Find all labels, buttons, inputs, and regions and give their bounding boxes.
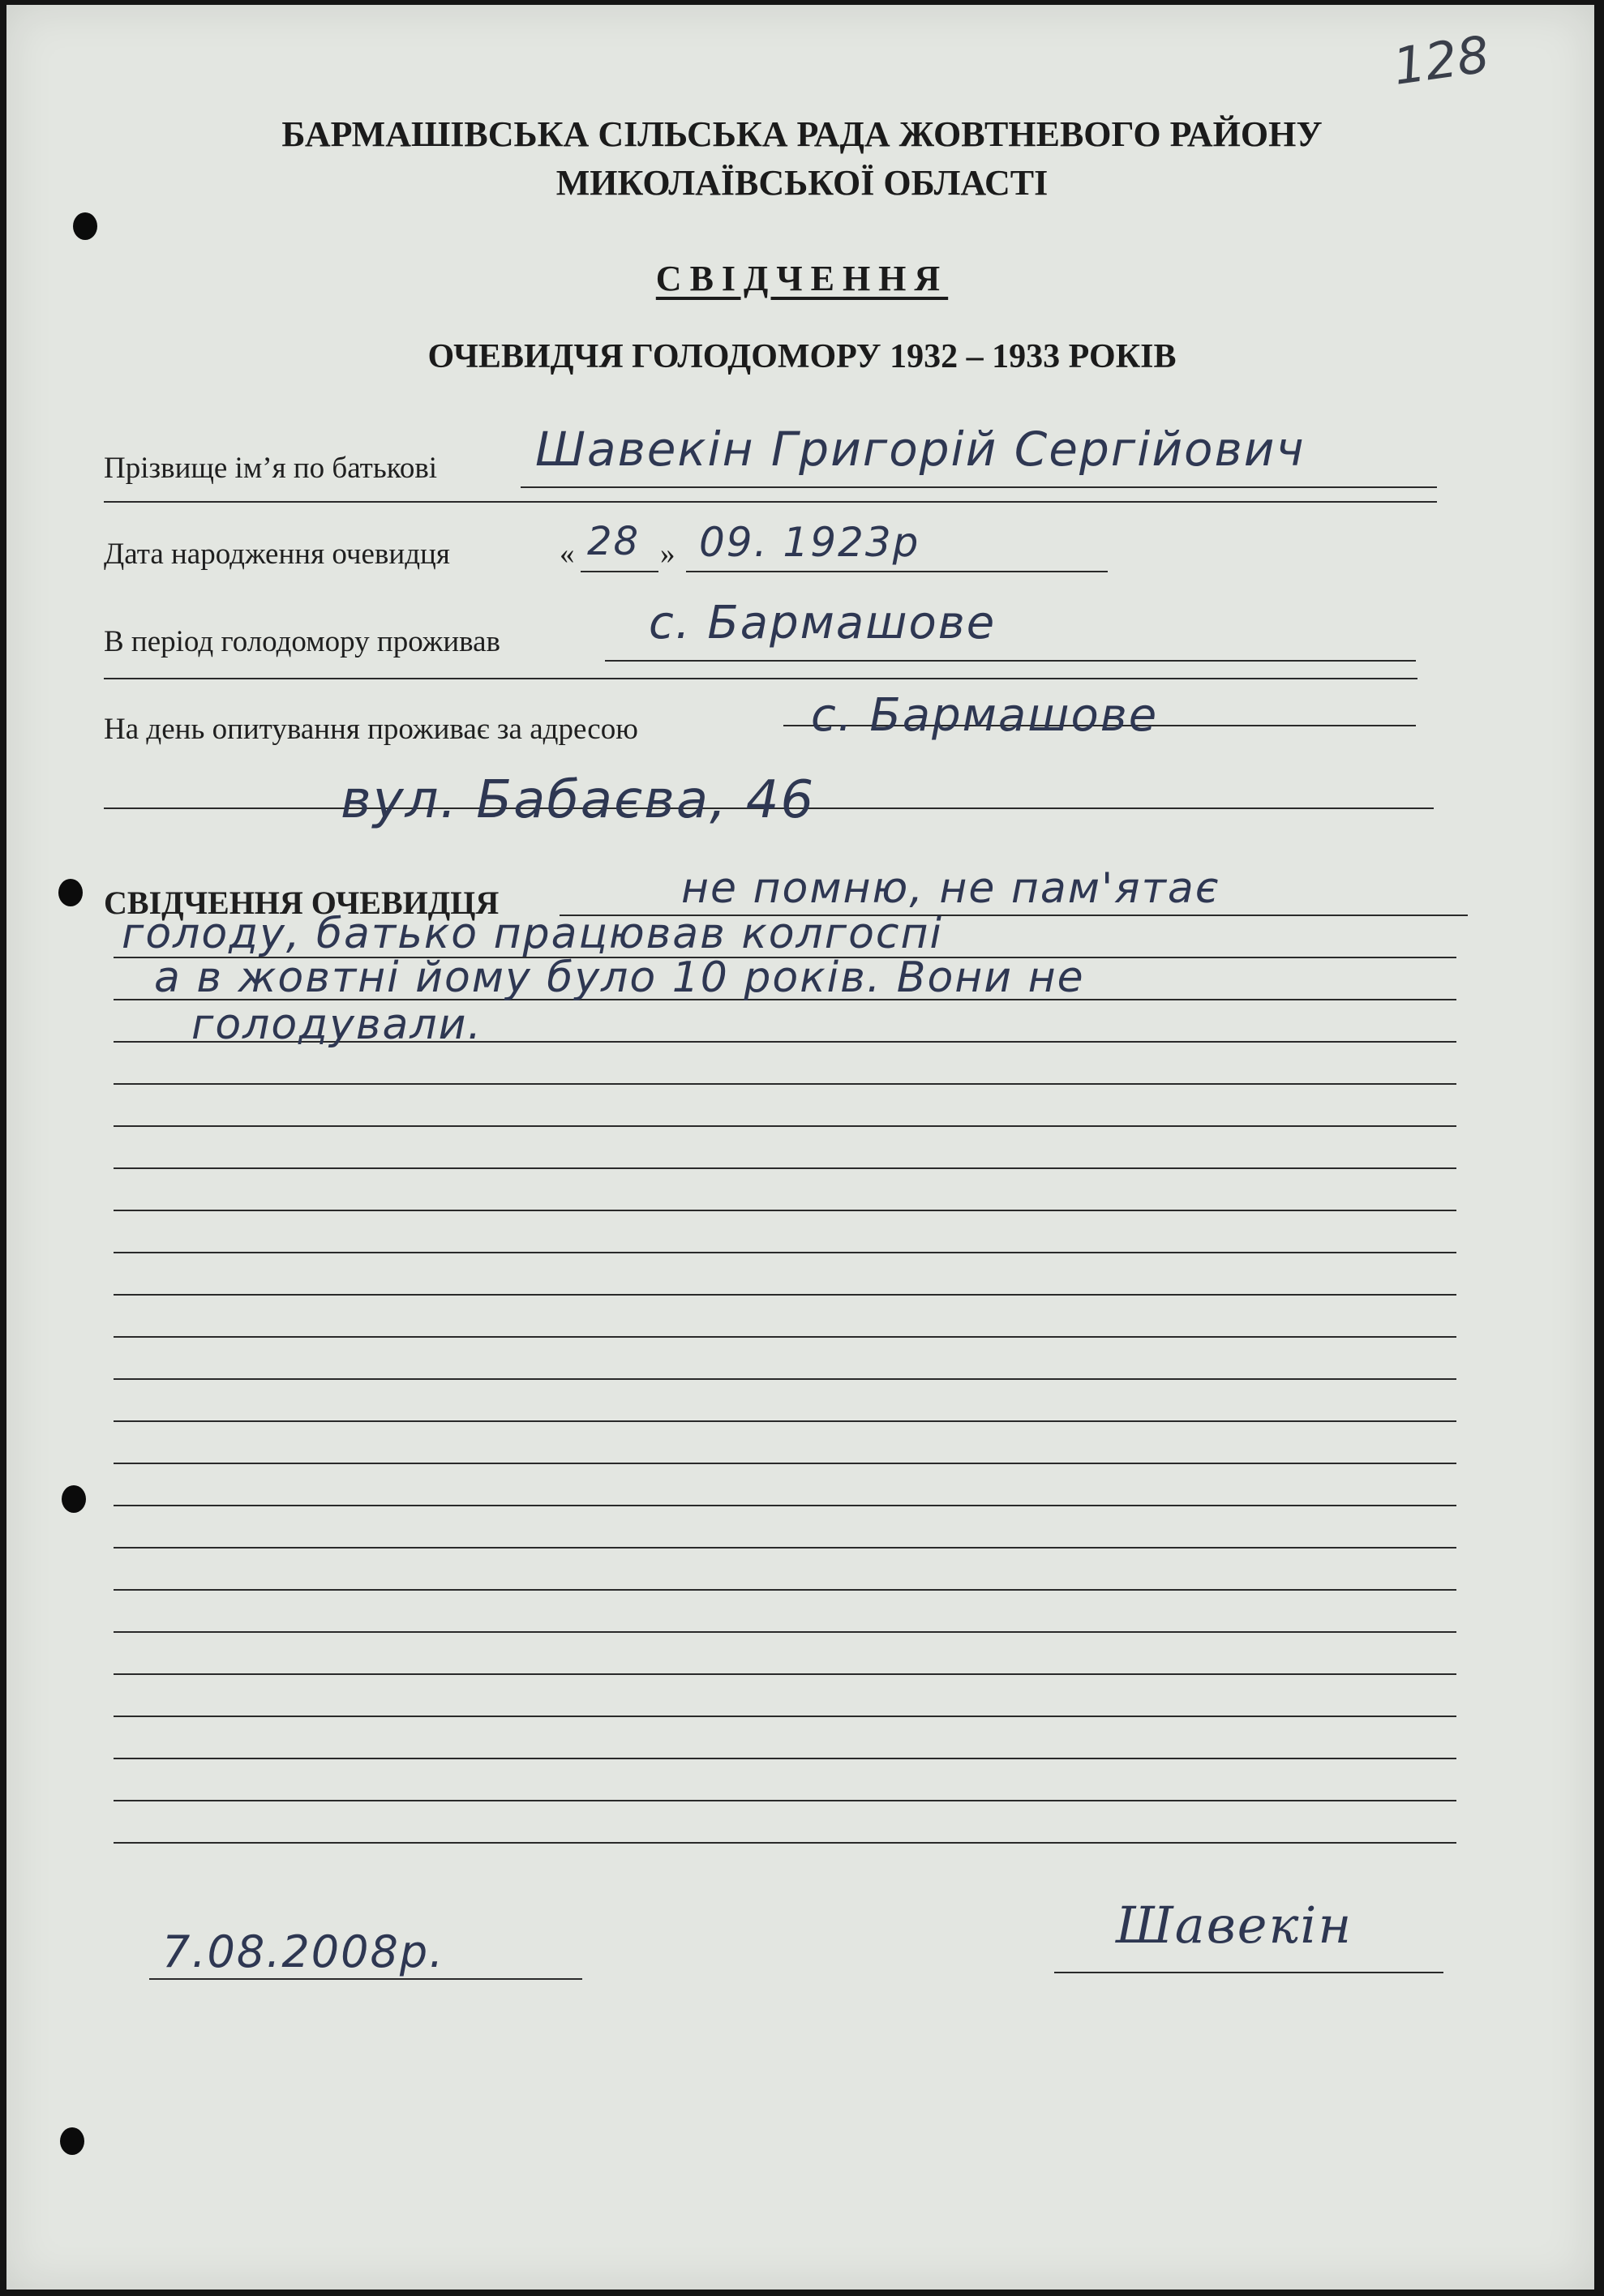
period-line [605,660,1416,662]
name-label: Прізвище ім’я по батькові [104,452,438,485]
ruled-line [114,1294,1456,1296]
testimony-line-2: голоду, батько працював колгоспі [122,910,943,958]
binder-hole [73,212,97,240]
ruled-line [114,1800,1456,1801]
ruled-line [114,1167,1456,1169]
name-line-2 [104,501,1437,503]
name-value: Шавекін Григорій Сергійович [535,422,1306,477]
page-number: 128 [1389,24,1493,96]
document-subtitle: ОЧЕВИДЧЯ ГОЛОДОМОРУ 1932 – 1933 РОКІВ [427,338,1177,375]
address-label: На день опитування проживає за адресою [104,713,638,746]
ruled-line [114,1210,1456,1211]
ruled-line [114,1083,1456,1085]
testimony-line-3: а в жовтні йому було 10 років. Вони не [154,953,1085,1002]
ruled-line [114,1252,1456,1253]
testimony-line-1: не помню, не пам'ятає [681,864,1220,913]
signature-line [1054,1972,1443,1973]
ruled-line [114,1378,1456,1380]
ruled-line [114,1673,1456,1675]
issuer-line-1: БАРМАШІВСЬКА СІЛЬСЬКА РАДА ЖОВТНЕВОГО РАЙОНУ [281,114,1323,154]
testimony-label: СВІДЧЕННЯ ОЧЕВИДЦЯ [104,885,500,921]
testimony-date: 7.08.2008р. [162,1926,445,1977]
address-value-2: вул. Бабаєва, 46 [341,770,816,830]
birth-date-line [686,571,1108,572]
period-line-2 [104,678,1417,679]
ruled-line [114,1420,1456,1422]
ruled-line [114,1505,1456,1506]
birth-day-line [581,571,658,572]
document-title: СВІДЧЕННЯ [655,259,949,298]
birth-close-quote: » [660,538,675,571]
period-value: с. Бармашове [649,597,997,649]
ruled-line [114,1547,1456,1549]
issuer-line-2: МИКОЛАЇВСЬКОЇ ОБЛАСТІ [555,163,1049,203]
ruled-line [114,1631,1456,1633]
ruled-line [114,1125,1456,1127]
testimony-line-4: голодували. [191,1000,482,1049]
period-label: В період голодомору проживав [104,625,501,658]
ruled-line [114,1842,1456,1844]
binder-hole [62,1485,86,1513]
birth-rest: 09. 1923р [699,519,920,566]
name-line [521,486,1437,488]
binder-hole [60,2127,84,2155]
signature: Шавекін [1116,1895,1353,1955]
birth-open-quote: « [560,538,575,571]
birth-day: 28 [587,519,641,564]
ruled-line [114,1589,1456,1591]
binder-hole [58,879,83,906]
ruled-line [114,1336,1456,1338]
ruled-line [114,1716,1456,1717]
address-value: с. Бармашове [811,689,1159,742]
ruled-line [114,1758,1456,1759]
birth-label: Дата народження очевидця [104,538,450,571]
date-line [149,1978,582,1980]
ruled-line [114,1463,1456,1464]
